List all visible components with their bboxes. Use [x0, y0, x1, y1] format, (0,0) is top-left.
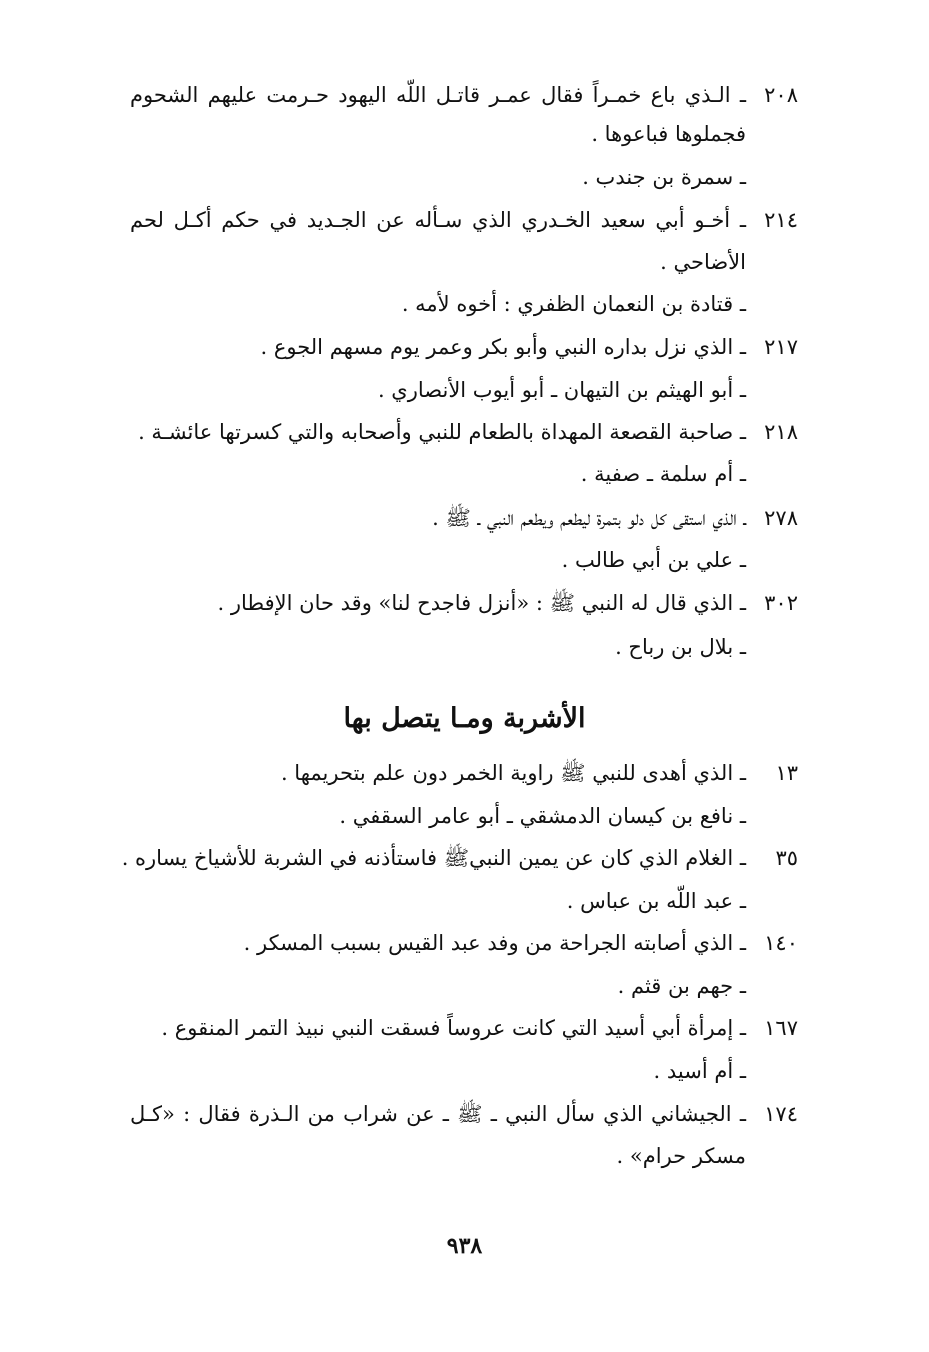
entry-text: ـ الذي نزل بداره النبي وأبو بكر وعمر يوم مسهم الجوع . [260, 335, 746, 359]
entry-217-line1 [130, 326, 798, 368]
entry-answer: ـ أم سلمة ـ صفية . [580, 462, 746, 486]
entry-number: ١٣ [775, 761, 798, 785]
entry-text-continued: فجملوها فباعوها . [591, 122, 746, 146]
entry-text: ـ الذي أصابته الجراحة من وفد عبد القيس بسبب المسكر . [243, 931, 746, 955]
entry-217-answer [130, 369, 798, 411]
entry-text: ـ صاحبة القصعة المهداة بالطعام للنبي وأصحابه والتي كسرتها عائشـة . [138, 420, 746, 444]
entry-text: ـ الذي استقى كل دلو بتمرة ليطعم ويطعم النبي ـ ﷺ . [432, 506, 746, 530]
entry-214-answer [130, 283, 798, 325]
entry-218-line1 [130, 411, 798, 453]
entry-214-line2 [130, 241, 798, 283]
entry-208-line1 [130, 74, 798, 116]
entry-answer: ـ سمرة بن جندب . [582, 165, 746, 189]
entry-text-continued: الأضاحي . [660, 250, 746, 274]
entry-text: ـ الجيشاني الذي سأل النبي ـ ﷺ ـ عن شراب من الـذرة فقال : «كـل [130, 1102, 746, 1126]
entry-answer: ـ جهم بن قثم . [617, 974, 746, 998]
entry-answer: ـ نافع بن كيسان الدمشقي ـ أبو عامر السقفي . [339, 804, 746, 828]
entry-number: ٢٧٨ [764, 506, 798, 530]
entry-number: ٣٥ [775, 846, 798, 870]
entry-number: ١٤٠ [764, 931, 798, 955]
entry-answer: ـ بلال بن رباح . [615, 635, 746, 659]
entry-number: ١٧٤ [764, 1102, 798, 1126]
entry-167-line1 [130, 1007, 798, 1049]
entry-35-line1 [121, 837, 798, 879]
entry-174-line1 [130, 1093, 798, 1135]
entry-text: ـ الغلام الذي كان عن يمين النبيﷺ فاستأذنه في الشربة للأشياخ يساره . [121, 846, 746, 870]
entry-number: ١٦٧ [764, 1016, 798, 1040]
entry-text: ـ إمرأة أبي أسيد التي كانت عروساً فسقت النبي نبيذ التمر المنقوع . [161, 1016, 746, 1040]
entry-number: ٣٠٢ [764, 591, 798, 615]
entry-text: ـ الـذي باع خمـراً فقال عمـر قاتـل اللّه اليهود حـرمت عليهم الشحوم [130, 83, 746, 107]
entry-answer: ـ أبو الهيثم بن التيهان ـ أبو أيوب الأنصاري . [377, 378, 746, 402]
entry-number: ٢٠٨ [764, 83, 798, 107]
entry-167-answer [130, 1050, 798, 1092]
entry-208-line2 [130, 113, 798, 155]
entry-text: ـ الذي قال له النبي ﷺ : «أنزل فاجدح لنا» وقد حان الإفطار . [217, 591, 746, 615]
entry-278-line1 [130, 497, 798, 539]
entry-13-line1 [130, 752, 798, 794]
entry-208-answer [130, 156, 798, 198]
entry-218-answer [130, 453, 798, 495]
entry-text: ـ أخـو أبي سعيد الخـدري الذي سـأله عن الجـديد في حكم أكـل لحم [130, 208, 746, 232]
entry-174-line2 [130, 1135, 798, 1177]
entry-answer: ـ قتادة بن النعمان الظفري : أخوه لأمه . [401, 292, 746, 316]
page-number: ٩٣٨ [446, 1233, 483, 1259]
entry-13-answer [130, 795, 798, 837]
entry-214-line1 [130, 199, 798, 241]
entry-number: ٢١٨ [764, 420, 798, 444]
entry-302-answer [130, 626, 798, 668]
entry-answer: ـ عبد اللّه بن عباس . [566, 889, 746, 913]
entry-302-line1 [130, 582, 798, 624]
section-title: الأشربة ومـا يتصل بها [343, 703, 586, 734]
entry-140-answer [130, 965, 798, 1007]
entry-number: ٢١٧ [764, 335, 798, 359]
entry-answer: ـ علي بن أبي طالب . [561, 548, 746, 572]
entry-278-answer [130, 539, 798, 581]
entry-answer: ـ أم أسيد . [653, 1059, 746, 1083]
entry-text: ـ الذي أهدى للنبي ﷺ راوية الخمر دون علم بتحريمها . [280, 761, 746, 785]
entry-35-answer [130, 880, 798, 922]
entry-number: ٢١٤ [764, 208, 798, 232]
entry-140-line1 [130, 922, 798, 964]
entry-text-continued: مسكر حرام» . [616, 1144, 746, 1168]
